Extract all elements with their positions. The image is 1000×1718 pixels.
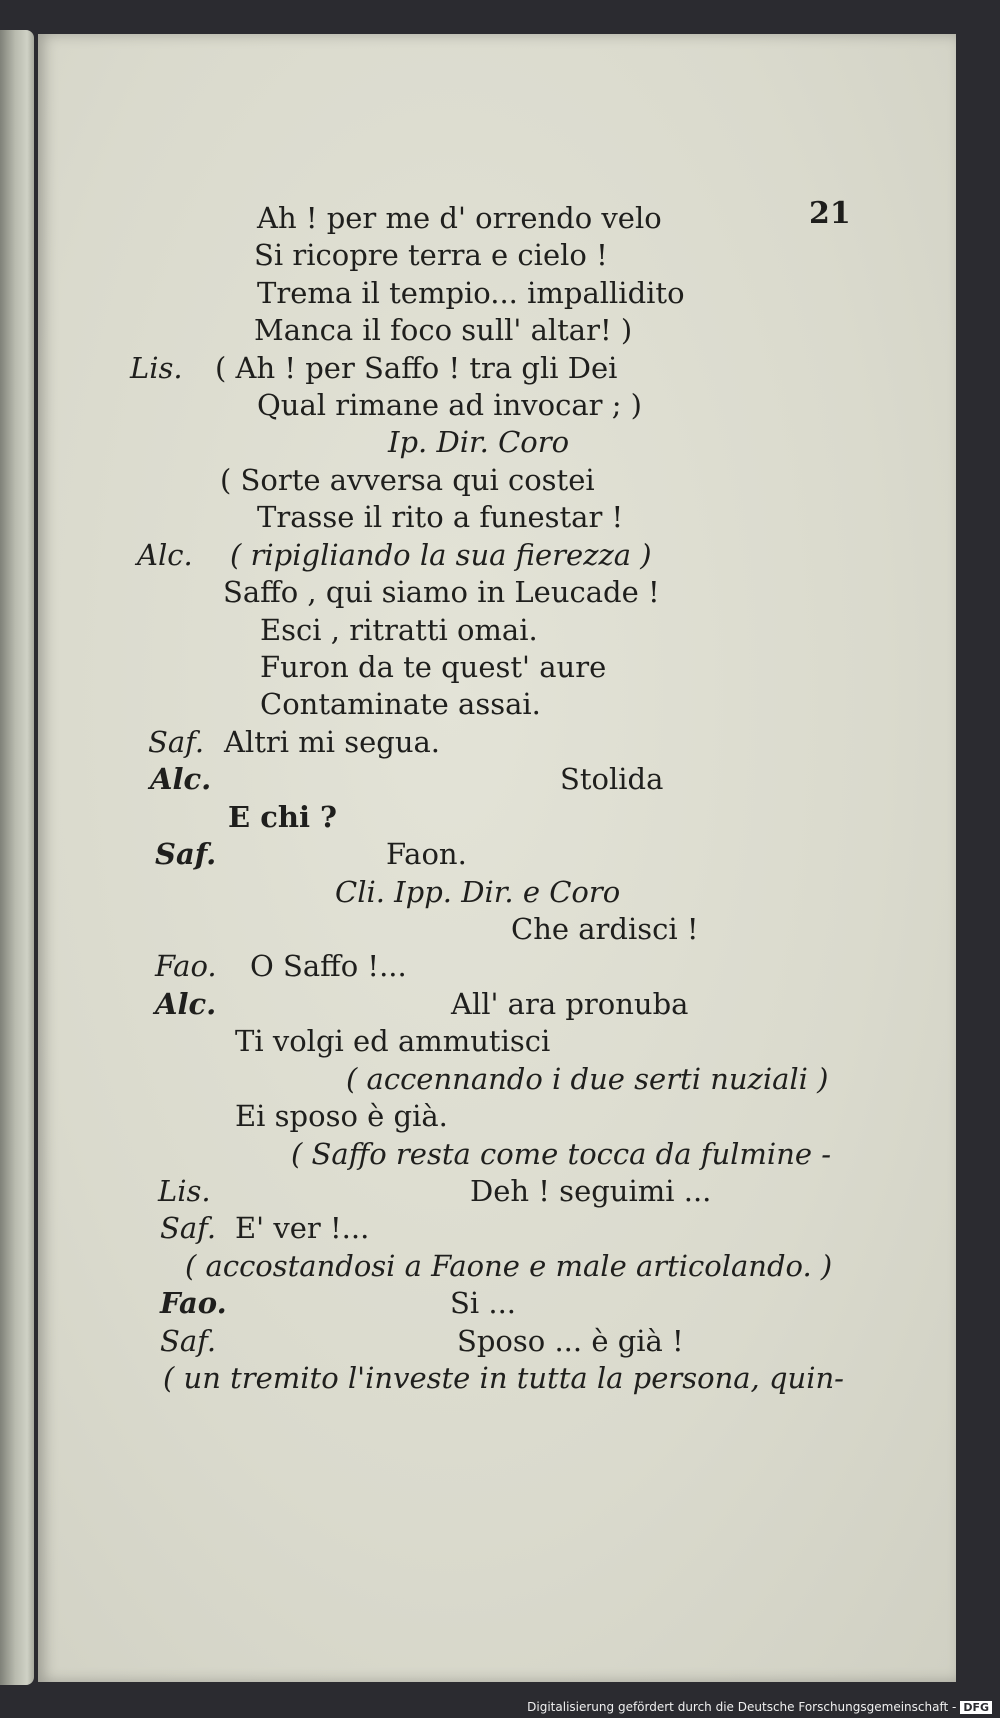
digitization-footer <box>527 1700 992 1714</box>
left-page-edge <box>0 30 34 1685</box>
speaker-label: Saf. <box>160 1211 217 1245</box>
speaker-label: Saf. <box>155 837 217 871</box>
stage-direction: ( accennando i due serti nuziali ) <box>346 1062 829 1096</box>
verse-line: Qual rimane ad invocar ; ) <box>257 388 643 422</box>
verse-line: All' ara pronuba <box>451 987 689 1021</box>
verse-line: ( Sorte avversa qui costei <box>220 463 595 497</box>
dfg-logo: DFG <box>960 1701 992 1714</box>
speaker-label: Fao. <box>160 1286 227 1320</box>
speaker-label: Ip. Dir. Coro <box>388 425 570 459</box>
verse-line: Altri mi segua. <box>224 725 441 759</box>
speaker-label: Alc. <box>137 538 193 572</box>
verse-line: Stolida <box>560 762 664 796</box>
verse-line: Si ... <box>450 1286 517 1320</box>
speaker-label: Lis. <box>130 351 183 385</box>
verse-line: Trema il tempio... impallidito <box>257 276 685 310</box>
verse-line: Furon da te quest' aure <box>260 650 607 684</box>
stage-direction: ( un tremito l'investe in tutta la persona, quin- <box>163 1361 844 1395</box>
speaker-label: Alc. <box>150 762 212 796</box>
verse-line: O Saffo !... <box>250 949 407 983</box>
book-page <box>38 34 956 1682</box>
verse-line: Ei sposo è già. <box>235 1099 448 1133</box>
speaker-label: Saf. <box>148 725 205 759</box>
speaker-label: Alc. <box>155 987 217 1021</box>
speaker-label: Cli. Ipp. Dir. e Coro <box>335 875 621 909</box>
verse-line: Contaminate assai. <box>260 687 541 721</box>
verse-line: E chi ? <box>228 800 338 834</box>
verse-line: E' ver !... <box>235 1211 370 1245</box>
verse-line: Ti volgi ed ammutisci <box>235 1024 551 1058</box>
verse-line: Trasse il rito a funestar ! <box>257 500 624 534</box>
verse-line: Si ricopre terra e cielo ! <box>254 238 608 272</box>
verse-line: Manca il foco sull' altar! ) <box>254 313 633 347</box>
verse-line: Saffo , qui siamo in Leucade ! <box>223 575 660 609</box>
verse-line: Faon. <box>386 837 467 871</box>
speaker-label: Lis. <box>158 1174 211 1208</box>
verse-line: Deh ! seguimi ... <box>470 1174 712 1208</box>
footer-text: Digitalisierung gefördert durch die Deutsche Forschungsgemeinschaft - <box>527 1700 957 1714</box>
speaker-label: Fao. <box>155 949 217 983</box>
verse-line: Che ardisci ! <box>511 912 699 946</box>
verse-line: Ah ! per me d' orrendo velo <box>257 201 662 235</box>
verse-line: Sposo ... è già ! <box>457 1324 684 1358</box>
page-number: 21 <box>809 196 851 231</box>
stage-direction: ( accostandosi a Faone e male articolando. ) <box>185 1249 833 1283</box>
stage-direction: ( ripigliando la sua fierezza ) <box>230 538 652 572</box>
speaker-label: Saf. <box>160 1324 217 1358</box>
verse-line: ( Ah ! per Saffo ! tra gli Dei <box>215 351 618 385</box>
verse-line: Esci , ritratti omai. <box>260 613 538 647</box>
stage-direction: ( Saffo resta come tocca da fulmine - <box>291 1137 832 1171</box>
